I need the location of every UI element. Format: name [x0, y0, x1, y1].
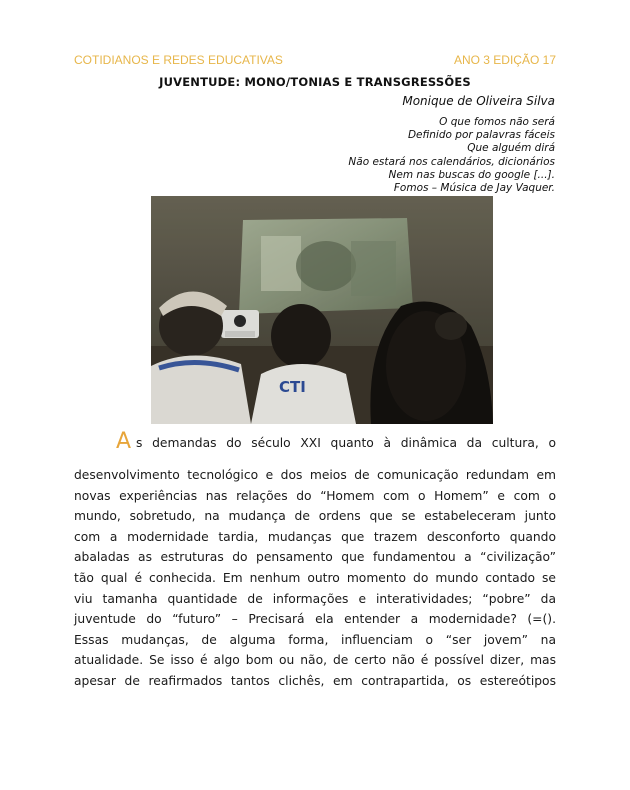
epigraph-line: Definido por palavras fáceis [407, 129, 555, 142]
article-body [74, 465, 556, 692]
classroom-photo-illustration [151, 196, 493, 424]
first-paragraph-line [74, 430, 556, 460]
article-author: Monique de Oliveira Silva [402, 94, 555, 108]
epigraph-line: Fomos – Música de Jay Vaquer. [393, 182, 555, 195]
body-line: abaladas as estruturas do pensamento que fundamentou a “civilização” [74, 550, 556, 565]
body-line: novas experiências nas relações do “Homem com o Homem” e com o [74, 488, 556, 503]
body-line: apesar de reafirmados tantos clichês, em contrapartida, os estereótipos [74, 673, 556, 688]
epigraph [348, 116, 555, 195]
body-line: mundo, sobretudo, na mudança de ordens que se estabeleceram junto [74, 509, 556, 524]
journal-name: COTIDIANOS E REDES EDUCATIVAS [74, 53, 283, 67]
body-line: desenvolvimento tecnológico e dos meios de comunicação redundam em [74, 468, 556, 482]
drop-cap: A [116, 429, 132, 454]
body-line: atualidade. Se isso é algo bom ou não, de certo não é possível dizer, mas [74, 653, 556, 668]
shirt-logo: CTI [279, 378, 306, 396]
epigraph-line: Que alguém dirá [467, 142, 555, 155]
epigraph-line: Nem nas buscas do google [...]. [388, 168, 555, 181]
body-line: s demandas do século XXI quanto à dinâmica da cultura, o [136, 436, 556, 450]
body-line: juventude do “futuro” – Precisará ela entender a modernidade? (=(). [74, 612, 556, 627]
classroom-photo [151, 196, 493, 424]
issue-label: ANO 3 EDIÇÃO 17 [453, 53, 556, 67]
body-line: com a modernidade tardia, mudanças que trazem desconforto quando [74, 529, 556, 544]
epigraph-line: O que fomos não será [439, 116, 555, 128]
body-line: viu tamanha quantidade de informações e interatividades; “pobre” da [74, 591, 556, 606]
running-header [74, 53, 556, 69]
epigraph-line: Não estará nos calendários, dicionários [348, 155, 555, 168]
article-title: JUVENTUDE: MONO/TONIAS E TRANSGRESSÕES [159, 75, 471, 89]
body-line: tão qual é conhecida. Em nenhum outro momento do mundo contado se [74, 570, 556, 585]
body-line: Essas mudanças, de alguma forma, influenciam o “ser jovem” na [74, 632, 556, 647]
